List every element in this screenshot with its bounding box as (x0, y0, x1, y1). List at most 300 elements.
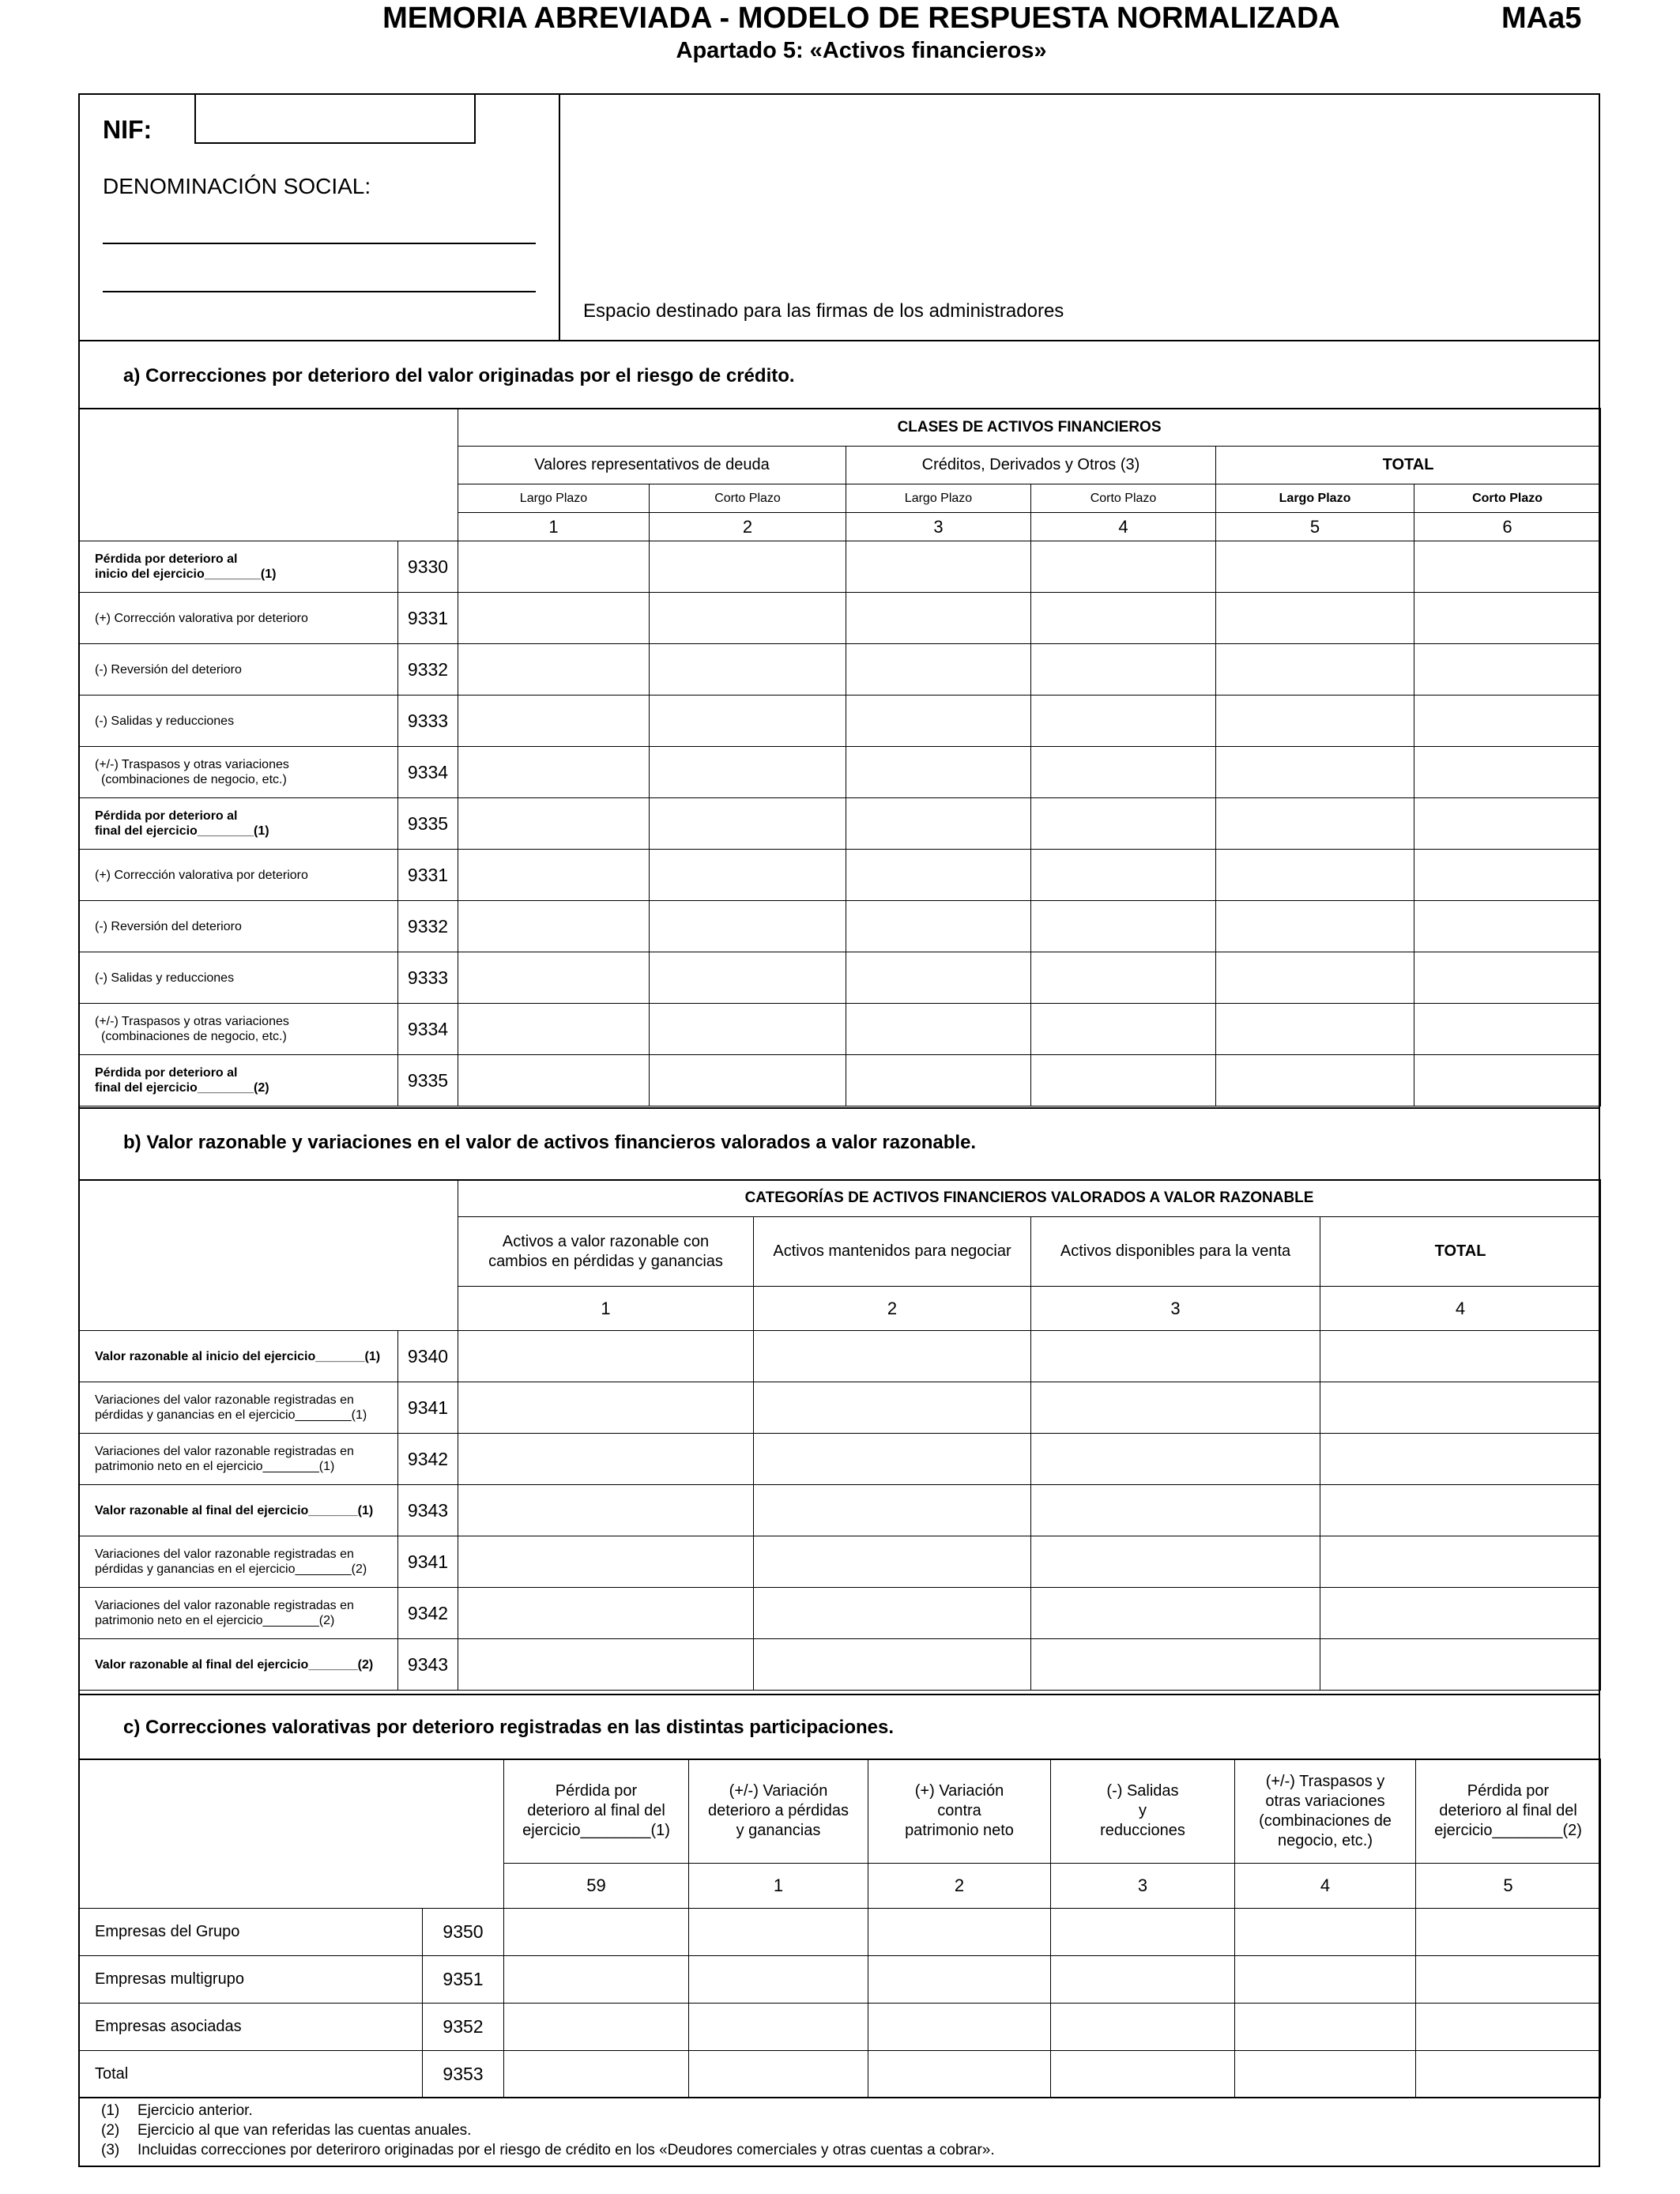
row-label (79, 1485, 398, 1536)
column-header-line: patrimonio neto (905, 1822, 1014, 1839)
input-cell[interactable] (1031, 1382, 1320, 1434)
row-label-text: (+) Corrección valorativa por deterioro (95, 611, 308, 625)
input-cell[interactable] (458, 1536, 754, 1588)
category-header-line: cambios en pérdidas y ganancias (488, 1252, 723, 1270)
input-cell[interactable] (1051, 2051, 1235, 2098)
identification-divider (559, 93, 560, 341)
class-creditos-header: Créditos, Derivados y Otros (3) (846, 447, 1216, 484)
table-row (79, 1055, 1601, 1106)
input-cell[interactable] (754, 1639, 1031, 1691)
denominacion-social-label: DENOMINACIÓN SOCIAL: (103, 174, 371, 198)
row-label (79, 2004, 423, 2051)
input-cell[interactable] (458, 798, 650, 850)
input-cell[interactable] (1216, 952, 1414, 1004)
table-b (78, 1179, 1601, 1691)
input-cell[interactable] (650, 798, 846, 850)
row-code: 9335 (398, 1055, 458, 1106)
input-cell[interactable] (846, 901, 1031, 952)
input-cell[interactable] (1216, 644, 1414, 696)
category-header (458, 1217, 754, 1287)
input-cell[interactable] (1414, 1004, 1601, 1055)
term-header: Corto Plazo (1031, 484, 1216, 513)
class-total-header: TOTAL (1216, 447, 1601, 484)
col-number: 4 (1031, 513, 1216, 541)
input-cell[interactable] (504, 2004, 689, 2051)
input-cell[interactable] (1416, 2051, 1601, 2098)
categorias-header: CATEGORÍAS DE ACTIVOS FINANCIEROS VALORADOS A VALOR RAZONABLE (458, 1180, 1601, 1217)
table-row (79, 644, 1601, 696)
row-label (79, 1588, 398, 1639)
row-code: 9334 (398, 747, 458, 798)
row-label-text: Total (95, 2065, 129, 2083)
input-cell[interactable] (1031, 1004, 1216, 1055)
input-cell[interactable] (1414, 747, 1601, 798)
row-code: 9342 (398, 1588, 458, 1639)
input-cell[interactable] (1416, 1956, 1601, 2004)
input-cell[interactable] (650, 644, 846, 696)
input-cell[interactable] (689, 2004, 868, 2051)
input-cell[interactable] (1235, 1909, 1416, 1956)
input-cell[interactable] (1414, 798, 1601, 850)
input-cell[interactable] (1031, 1536, 1320, 1588)
table-row (79, 1909, 1601, 1956)
row-code: 9353 (423, 2051, 504, 2098)
nif-field[interactable] (194, 93, 476, 144)
category-header-line: TOTAL (1434, 1242, 1486, 1260)
input-cell[interactable] (754, 1536, 1031, 1588)
row-label-text: Variaciones del valor razonable registradas en (95, 1547, 354, 1561)
input-cell[interactable] (1216, 1055, 1414, 1106)
input-cell[interactable] (1414, 593, 1601, 644)
term-header: Largo Plazo (1216, 484, 1414, 513)
input-cell[interactable] (1235, 1956, 1416, 2004)
column-header-line: (combinaciones de (1259, 1811, 1392, 1830)
input-cell[interactable] (458, 850, 650, 901)
footnote-text: Incluidas correcciones por deteriroro originadas por el riesgo de crédito en los «Deudores comerciales y otras cuentas a cobrar». (137, 2142, 995, 2158)
input-cell[interactable] (650, 696, 846, 747)
input-cell[interactable] (458, 593, 650, 644)
section-a-title: a) Correcciones por deterioro del valor originadas por el riesgo de crédito. (123, 365, 795, 386)
input-cell[interactable] (689, 2051, 868, 2098)
row-label-text: Empresas multigrupo (95, 1970, 244, 1988)
denominacion-line-1[interactable] (103, 243, 536, 244)
row-label (79, 644, 398, 696)
row-label (79, 747, 398, 798)
input-cell[interactable] (1216, 850, 1414, 901)
table-row (79, 2004, 1601, 2051)
row-label (79, 1536, 398, 1588)
input-cell[interactable] (650, 593, 846, 644)
table-b-body (79, 1331, 1601, 1691)
row-label-text: final del ejercicio________(1) (95, 824, 269, 838)
table-row (79, 1485, 1601, 1536)
table-row (79, 1956, 1601, 2004)
column-header (1235, 1759, 1416, 1864)
section-b-title: b) Valor razonable y variaciones en el valor de activos financieros valorados a valor razonable. (123, 1132, 977, 1153)
input-cell[interactable] (689, 1909, 868, 1956)
input-cell[interactable] (1320, 1588, 1601, 1639)
input-cell[interactable] (458, 1639, 754, 1691)
footnote-number: (1) (101, 2102, 120, 2119)
input-cell[interactable] (1031, 1639, 1320, 1691)
column-header-line: ejercicio________(2) (1434, 1822, 1582, 1839)
input-cell[interactable] (1216, 798, 1414, 850)
column-header-line: contra (937, 1802, 981, 1819)
input-cell[interactable] (1031, 541, 1216, 593)
form-code: MAa5 (1501, 2, 1582, 35)
nif-label: NIF: (103, 115, 153, 144)
column-header (504, 1759, 689, 1864)
section-divider (78, 1694, 1600, 1695)
input-cell[interactable] (1235, 2051, 1416, 2098)
table-row (79, 952, 1601, 1004)
column-header-line: deterioro al final del (527, 1802, 665, 1819)
row-label-text: (-) Salidas y reducciones (95, 971, 235, 985)
input-cell[interactable] (458, 696, 650, 747)
row-code: 9332 (398, 901, 458, 952)
input-cell[interactable] (846, 1055, 1031, 1106)
row-code: 9333 (398, 696, 458, 747)
input-cell[interactable] (754, 1434, 1031, 1485)
input-cell[interactable] (1031, 593, 1216, 644)
input-cell[interactable] (1216, 901, 1414, 952)
input-cell[interactable] (458, 1004, 650, 1055)
input-cell[interactable] (1414, 696, 1601, 747)
row-code: 9352 (423, 2004, 504, 2051)
col-number: 5 (1416, 1864, 1601, 1909)
column-header-line: negocio, etc.) (1277, 1831, 1373, 1849)
footnote-text: Ejercicio anterior. (137, 2102, 253, 2119)
row-code: 9334 (398, 1004, 458, 1055)
column-header-line: Pérdida por (1467, 1782, 1550, 1800)
document-subtitle: Apartado 5: «Activos financieros» (676, 38, 1047, 63)
class-valores-header: Valores representativos de deuda (458, 447, 846, 484)
input-cell[interactable] (846, 644, 1031, 696)
row-label-text: (-) Reversión del deterioro (95, 662, 242, 677)
input-cell[interactable] (1414, 644, 1601, 696)
input-cell[interactable] (1320, 1485, 1601, 1536)
footnote-number: (3) (101, 2142, 120, 2158)
table-row (79, 593, 1601, 644)
table-row (79, 1536, 1601, 1588)
row-label-text: Variaciones del valor razonable registradas en (95, 1599, 354, 1612)
input-cell[interactable] (650, 541, 846, 593)
input-cell[interactable] (1051, 2004, 1235, 2051)
row-label-text: (-) Salidas y reducciones (95, 714, 235, 728)
clases-header: CLASES DE ACTIVOS FINANCIEROS (458, 409, 1601, 447)
input-cell[interactable] (650, 850, 846, 901)
input-cell[interactable] (1320, 1536, 1601, 1588)
input-cell[interactable] (754, 1588, 1031, 1639)
row-label-text: (-) Reversión del deterioro (95, 919, 242, 933)
input-cell[interactable] (1216, 593, 1414, 644)
row-code: 9350 (423, 1909, 504, 1956)
section-c-title: c) Correcciones valorativas por deterioro registradas en las distintas participaciones. (123, 1717, 895, 1738)
row-code: 9343 (398, 1485, 458, 1536)
section-divider (78, 340, 1600, 341)
input-cell[interactable] (1031, 696, 1216, 747)
input-cell[interactable] (650, 1055, 846, 1106)
table-c (78, 1759, 1601, 2098)
row-code: 9341 (398, 1382, 458, 1434)
row-label-text: Pérdida por deterioro al (95, 809, 238, 823)
input-cell[interactable] (1031, 1055, 1216, 1106)
category-header-line: Activos mantenidos para negociar (773, 1242, 1011, 1260)
table-c-body (79, 1909, 1601, 2098)
footnote (101, 2140, 995, 2160)
row-code: 9335 (398, 798, 458, 850)
table-row (79, 541, 1601, 593)
column-header-line: otras variaciones (1265, 1792, 1385, 1810)
denominacion-line-2[interactable] (103, 291, 536, 292)
table-row (79, 1588, 1601, 1639)
column-header (1416, 1759, 1601, 1864)
column-header-line: (+) Variación (914, 1782, 1004, 1800)
row-label (79, 1909, 423, 1956)
input-cell[interactable] (846, 798, 1031, 850)
input-cell[interactable] (846, 541, 1031, 593)
column-header-line: (-) Salidas (1106, 1782, 1179, 1800)
footnote-text: Ejercicio al que van referidas las cuentas anuales. (137, 2122, 472, 2139)
footnote (101, 2120, 995, 2140)
row-label (79, 1055, 398, 1106)
input-cell[interactable] (1414, 901, 1601, 952)
column-header-line: (+/-) Traspasos y (1265, 1772, 1385, 1790)
column-header-line: (+/-) Variación (729, 1782, 828, 1800)
input-cell[interactable] (650, 1004, 846, 1055)
row-label (79, 798, 398, 850)
table-row (79, 1639, 1601, 1691)
input-cell[interactable] (1031, 644, 1216, 696)
category-header-line: Activos disponibles para la venta (1060, 1242, 1291, 1260)
col-number: 3 (846, 513, 1031, 541)
row-label-text: Valor razonable al final del ejercicio_______(2) (95, 1657, 374, 1672)
input-cell[interactable] (458, 1485, 754, 1536)
row-label-text: patrimonio neto en el ejercicio________(2) (95, 1614, 335, 1627)
col-number: 4 (1235, 1864, 1416, 1909)
row-label (79, 1639, 398, 1691)
input-cell[interactable] (650, 952, 846, 1004)
col-number: 6 (1414, 513, 1601, 541)
col-number: 2 (650, 513, 846, 541)
input-cell[interactable] (650, 901, 846, 952)
row-label-text: Empresas del Grupo (95, 1923, 240, 1940)
row-label-text: pérdidas y ganancias en el ejercicio________(1) (95, 1408, 367, 1422)
section-divider (78, 1107, 1600, 1109)
table-row (79, 2051, 1601, 2098)
table-row (79, 1434, 1601, 1485)
input-cell[interactable] (846, 593, 1031, 644)
input-cell[interactable] (1216, 696, 1414, 747)
row-code: 9351 (423, 1956, 504, 2004)
input-cell[interactable] (846, 952, 1031, 1004)
input-cell[interactable] (1320, 1382, 1601, 1434)
input-cell[interactable] (1414, 541, 1601, 593)
table-row (79, 747, 1601, 798)
row-label-text: (+/-) Traspasos y otras variaciones (95, 758, 289, 771)
input-cell[interactable] (458, 747, 650, 798)
input-cell[interactable] (689, 1956, 868, 2004)
input-cell[interactable] (458, 644, 650, 696)
input-cell[interactable] (1031, 1434, 1320, 1485)
table-row (79, 850, 1601, 901)
row-code: 9333 (398, 952, 458, 1004)
row-code: 9340 (398, 1331, 458, 1382)
input-cell[interactable] (1031, 901, 1216, 952)
row-label (79, 1004, 398, 1055)
footnote-number: (2) (101, 2122, 120, 2139)
term-header: Corto Plazo (650, 484, 846, 513)
row-label (79, 850, 398, 901)
input-cell[interactable] (1051, 1909, 1235, 1956)
input-cell[interactable] (504, 1909, 689, 1956)
input-cell[interactable] (1320, 1434, 1601, 1485)
column-header (868, 1759, 1051, 1864)
column-header-line: deterioro al final del (1439, 1802, 1577, 1819)
input-cell[interactable] (504, 2051, 689, 2098)
input-cell[interactable] (754, 1382, 1031, 1434)
row-label-text: inicio del ejercicio________(1) (95, 567, 277, 581)
column-header (1051, 1759, 1235, 1864)
input-cell[interactable] (1031, 798, 1216, 850)
input-cell[interactable] (1216, 1004, 1414, 1055)
row-label-text: Pérdida por deterioro al (95, 552, 238, 566)
input-cell[interactable] (504, 1956, 689, 2004)
input-cell[interactable] (868, 2004, 1051, 2051)
input-cell[interactable] (846, 747, 1031, 798)
table-row (79, 901, 1601, 952)
column-header-line: deterioro a pérdidas (708, 1802, 849, 1819)
row-label-text: Empresas asociadas (95, 2018, 242, 2035)
row-label (79, 952, 398, 1004)
row-code: 9343 (398, 1639, 458, 1691)
col-number: 1 (458, 1287, 754, 1331)
input-cell[interactable] (650, 747, 846, 798)
input-cell[interactable] (1031, 850, 1216, 901)
input-cell[interactable] (1235, 2004, 1416, 2051)
input-cell[interactable] (458, 1434, 754, 1485)
input-cell[interactable] (1414, 952, 1601, 1004)
input-cell[interactable] (1320, 1639, 1601, 1691)
input-cell[interactable] (754, 1331, 1031, 1382)
table-row (79, 696, 1601, 747)
row-label-text: (+/-) Traspasos y otras variaciones (95, 1015, 289, 1028)
category-header (1320, 1217, 1601, 1287)
input-cell[interactable] (1031, 1588, 1320, 1639)
row-label (79, 1956, 423, 2004)
input-cell[interactable] (868, 1956, 1051, 2004)
input-cell[interactable] (458, 1055, 650, 1106)
row-label-text: Variaciones del valor razonable registradas en (95, 1445, 354, 1458)
term-header: Corto Plazo (1414, 484, 1601, 513)
input-cell[interactable] (458, 541, 650, 593)
column-header-line: y (1139, 1802, 1147, 1819)
table-c-corner (79, 1759, 504, 1909)
table-a-body (79, 541, 1601, 1106)
row-label (79, 696, 398, 747)
input-cell[interactable] (846, 850, 1031, 901)
col-number: 4 (1320, 1287, 1601, 1331)
col-number: 59 (504, 1864, 689, 1909)
footnotes (101, 2101, 995, 2160)
row-label (79, 1434, 398, 1485)
category-header (1031, 1217, 1320, 1287)
input-cell[interactable] (1216, 747, 1414, 798)
col-number: 1 (689, 1864, 868, 1909)
column-header-line: reducciones (1100, 1822, 1185, 1839)
table-row (79, 798, 1601, 850)
row-label-text: patrimonio neto en el ejercicio________(1) (95, 1460, 335, 1473)
row-label-text: Variaciones del valor razonable registradas en (95, 1393, 354, 1407)
input-cell[interactable] (1416, 2004, 1601, 2051)
input-cell[interactable] (1414, 1055, 1601, 1106)
row-label-text: (combinaciones de negocio, etc.) (101, 1030, 287, 1043)
row-label-text: (combinaciones de negocio, etc.) (101, 773, 287, 786)
input-cell[interactable] (458, 1588, 754, 1639)
row-label-text: final del ejercicio________(2) (95, 1081, 269, 1095)
input-cell[interactable] (458, 952, 650, 1004)
footnote (101, 2101, 995, 2120)
row-code: 9330 (398, 541, 458, 593)
input-cell[interactable] (754, 1485, 1031, 1536)
input-cell[interactable] (1031, 1485, 1320, 1536)
row-label-text: pérdidas y ganancias en el ejercicio________(2) (95, 1563, 367, 1576)
row-label (79, 1382, 398, 1434)
input-cell[interactable] (1051, 1956, 1235, 2004)
row-label (79, 2051, 423, 2098)
row-label (79, 541, 398, 593)
column-header-line: Pérdida por (555, 1782, 638, 1800)
col-number: 1 (458, 513, 650, 541)
col-number: 3 (1051, 1864, 1235, 1909)
col-number: 2 (868, 1864, 1051, 1909)
input-cell[interactable] (458, 1331, 754, 1382)
column-header (689, 1759, 868, 1864)
category-header (754, 1217, 1031, 1287)
table-row (79, 1004, 1601, 1055)
table-row (79, 1331, 1601, 1382)
input-cell[interactable] (1414, 850, 1601, 901)
input-cell[interactable] (458, 901, 650, 952)
col-number: 3 (1031, 1287, 1320, 1331)
document-title: MEMORIA ABREVIADA - MODELO DE RESPUESTA NORMALIZADA (382, 2, 1340, 35)
col-number: 5 (1216, 513, 1414, 541)
input-cell[interactable] (846, 696, 1031, 747)
table-b-corner (79, 1180, 458, 1331)
firmas-space-label: Espacio destinado para las firmas de los administradores (583, 300, 1064, 322)
category-header-line: Activos a valor razonable con (502, 1232, 710, 1250)
input-cell[interactable] (1031, 952, 1216, 1004)
input-cell[interactable] (1320, 1331, 1601, 1382)
row-label-text: Valor razonable al inicio del ejercicio_______(1) (95, 1349, 381, 1363)
row-label (79, 1331, 398, 1382)
input-cell[interactable] (1031, 747, 1216, 798)
input-cell[interactable] (1216, 541, 1414, 593)
input-cell[interactable] (868, 1909, 1051, 1956)
term-header: Largo Plazo (458, 484, 650, 513)
row-label-text: Valor razonable al final del ejercicio_______(1) (95, 1503, 374, 1517)
row-code: 9341 (398, 1536, 458, 1588)
column-header-line: y ganancias (736, 1822, 821, 1839)
input-cell[interactable] (846, 1004, 1031, 1055)
input-cell[interactable] (868, 2051, 1051, 2098)
row-label-text: Pérdida por deterioro al (95, 1066, 238, 1080)
row-code: 9342 (398, 1434, 458, 1485)
input-cell[interactable] (458, 1382, 754, 1434)
row-label (79, 593, 398, 644)
input-cell[interactable] (1416, 1909, 1601, 1956)
input-cell[interactable] (1031, 1331, 1320, 1382)
